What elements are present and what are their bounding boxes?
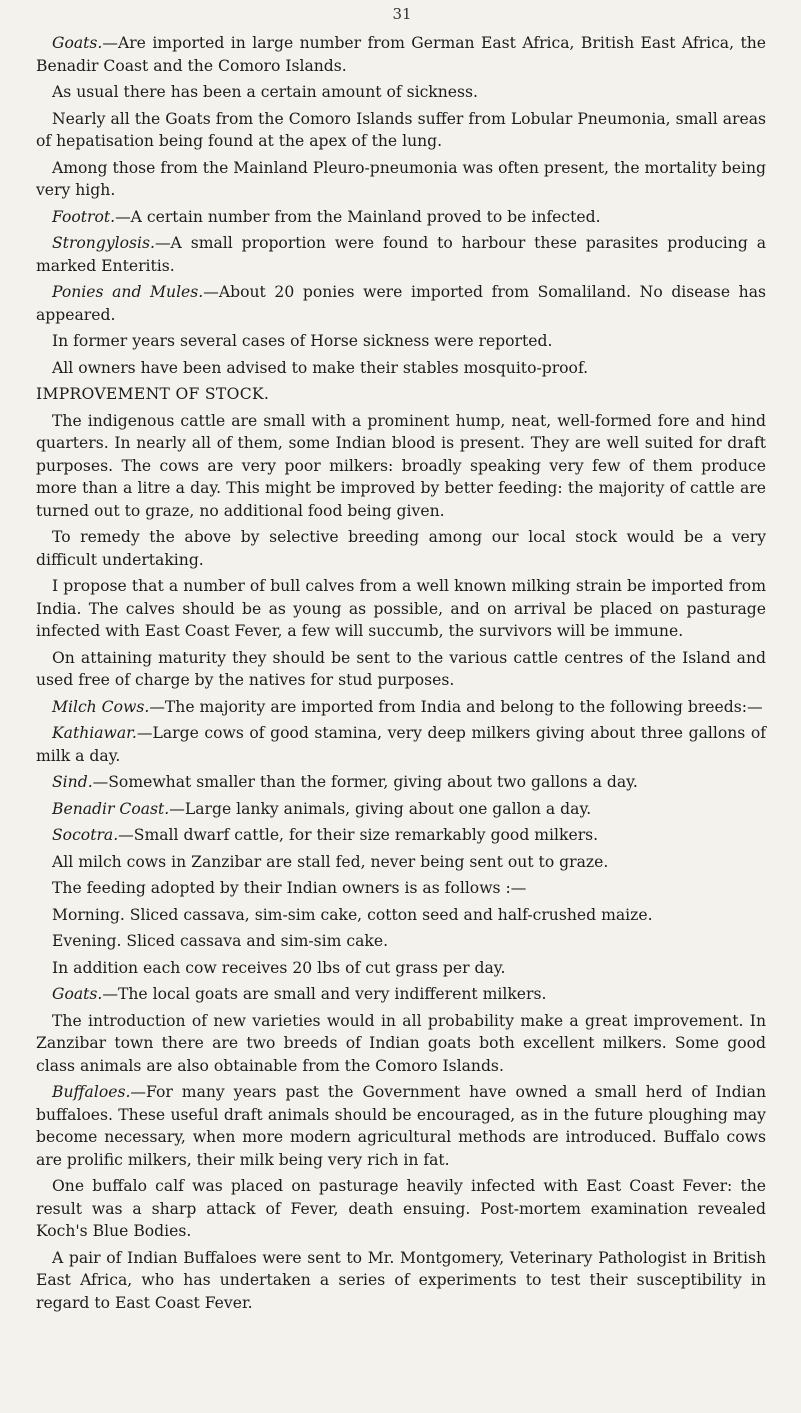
paragraph-text: On attaining maturity they should be sent to the various cattle centres of the Island and used free of charge by the natives for stud purposes. [36, 648, 766, 689]
paragraph [36, 1175, 766, 1243]
paragraph-lead: Buffaloes. [52, 1083, 131, 1101]
paragraph-text: —A certain number from the Mainland proved to be infected. [115, 207, 601, 226]
paragraph-text: To remedy the above by selective breeding among our local stock would be a very difficult undertaking. [36, 528, 766, 569]
paragraph-text: —The local goats are small and very indifferent milkers. [102, 985, 547, 1003]
section-heading: IMPROVEMENT OF STOCK. [36, 385, 270, 403]
paragraph-text: In addition each cow receives 20 lbs of cut grass per day. [52, 958, 506, 977]
paragraph [36, 877, 766, 900]
paragraph-text: —Large cows of good stamina, very deep milkers giving about three gallons of milk a day. [36, 724, 766, 765]
paragraph [36, 157, 766, 202]
paragraph [36, 206, 766, 229]
paragraph-text: As usual there has been a certain amount of sickness. [52, 83, 478, 101]
paragraph-text: —About 20 ponies were imported from Somaliland. No disease has appeared. [36, 283, 766, 324]
paragraph-text: —For many years past the Government have owned a small herd of Indian buffaloes. These useful draft animals should be encouraged, as in the future ploughing may become necessary, when more modern agricultural methods are introduced. Buffalo cows are prolific milkers, their milk being very rich in fat. [36, 1083, 766, 1169]
paragraph-text: —Small dwarf cattle, for their size remarkably good milkers. [118, 826, 599, 844]
paragraph [36, 904, 766, 927]
paragraph-text: All owners have been advised to make their stables mosquito-proof. [52, 358, 589, 377]
paragraph-text: —Large lanky animals, giving about one gallon a day. [169, 799, 592, 818]
paragraph-lead: Milch Cows. [52, 697, 150, 716]
paragraph [36, 232, 766, 277]
paragraph-text: —A small proportion were found to harbour these parasites producing a marked Enteritis. [36, 234, 766, 275]
paragraph [36, 410, 766, 523]
paragraph [36, 1081, 766, 1171]
paragraph-lead: Benadir Coast. [52, 799, 170, 818]
paragraph [36, 983, 766, 1006]
paragraph [36, 1247, 766, 1315]
paragraph-text: —Are imported in large number from German East Africa, British East Africa, the Benadir Coast and the Comoro Islands. [36, 34, 766, 75]
paragraph-text: The indigenous cattle are small with a prominent hump, neat, well-formed fore and hind quarters. In nearly all of them, some Indian blood is present. They are well suited for draft purposes. The cows are very poor milkers: broadly speaking very few of them produce more than a litre a day. This might be improved by better feeding: the majority of cattle are turned out to graze, no additional food being given. [36, 411, 766, 520]
paragraph [36, 824, 766, 847]
paragraph [36, 930, 766, 953]
page-number: 31 [392, 5, 412, 23]
paragraph-lead: Kathiawar. [52, 724, 137, 742]
paragraph-text: The feeding adopted by their Indian owners is as follows :— [52, 879, 527, 897]
paragraph-lead: Goats. [52, 34, 103, 52]
paragraph-text: —Somewhat smaller than the former, giving about two gallons a day. [92, 773, 638, 791]
paragraph-group-improvement [36, 410, 766, 1315]
paragraph [36, 722, 766, 767]
paragraph-text: Morning. Sliced cassava, sim-sim cake, cotton seed and half-crushed maize. [52, 905, 653, 924]
paragraph-text: The introduction of new varieties would in all probability make a great improvement. In Zanzibar town there are two breeds of Indian goats both excellent milkers. Some good class animals are also obtainable from the Comoro Islands. [36, 1011, 766, 1075]
paragraph-text: I propose that a number of bull calves from a well known milking strain be imported from India. The calves should be as young as possible, and on arrival be placed on pasturage infected with East Coast Fever, a few will succumb, the survivors will be immune. [36, 577, 766, 640]
paragraph-text: All milch cows in Zanzibar are stall fed, never being sent out to graze. [52, 852, 609, 871]
paragraph-lead: Strongylosis. [52, 234, 155, 252]
paragraph [36, 575, 766, 643]
paragraph-lead: Goats. [52, 985, 103, 1003]
paragraph [36, 798, 766, 821]
paragraph [36, 526, 766, 571]
paragraph-lead: Socotra. [52, 826, 119, 844]
paragraph [36, 696, 766, 719]
paragraph-text: One buffalo calf was placed on pasturage heavily infected with East Coast Fever: the result was a sharp attack of Fever, death ensuing. Post-mortem examination revealed Koch's Blue Bodies. [36, 1177, 766, 1240]
paragraph-lead: Ponies and Mules. [52, 283, 204, 301]
paragraph [36, 330, 766, 353]
paragraph-text: Among those from the Mainland Pleuro-pneumonia was often present, the mortality being very high. [36, 158, 766, 199]
paragraph-text: Evening. Sliced cassava and sim-sim cake. [52, 932, 389, 950]
paragraph [36, 647, 766, 692]
paragraph [36, 357, 766, 380]
paragraph [36, 81, 766, 104]
paragraph [36, 108, 766, 153]
paragraph-text: —The majority are imported from India and belong to the following breeds:— [149, 697, 763, 716]
paragraph-group-health [36, 32, 766, 379]
paragraph [36, 851, 766, 874]
paragraph-lead: Footrot. [52, 207, 116, 226]
paragraph [36, 32, 766, 77]
paragraph-lead: Sind. [52, 773, 93, 791]
paragraph-text: In former years several cases of Horse sickness were reported. [52, 332, 553, 350]
paragraph [36, 771, 766, 794]
paragraph [36, 957, 766, 980]
paragraph-text: A pair of Indian Buffaloes were sent to Mr. Montgomery, Veterinary Pathologist in British East Africa, who has undertaken a series of experiments to test their susceptibility in regard to East Coast Fever. [36, 1248, 766, 1312]
paragraph [36, 1010, 766, 1078]
body-text [36, 32, 766, 1318]
paragraph-text: Nearly all the Goats from the Comoro Islands suffer from Lobular Pneumonia, small areas of hepatisation being found at the apex of the lung. [36, 109, 766, 150]
paragraph [36, 281, 766, 326]
